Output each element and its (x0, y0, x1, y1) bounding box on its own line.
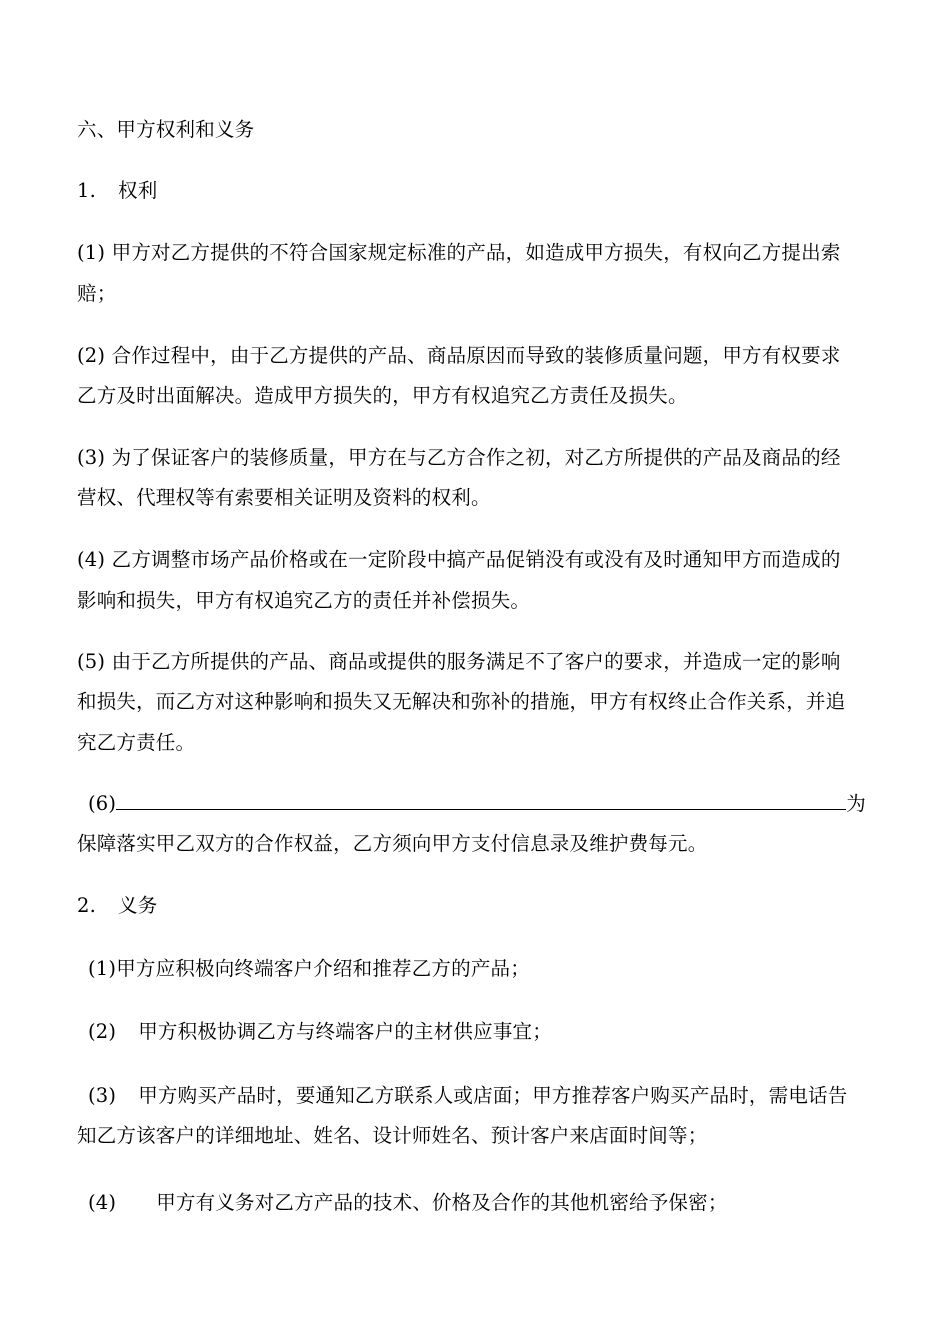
duties-item-3-text: 甲方购买产品时，要通知乙方联系人或店面；甲方推荐客户购买产品时，需电话告 (138, 1084, 848, 1107)
duties-item-2 (88, 1018, 883, 1046)
rights-item-2-line-2: 乙方及时出面解决。造成甲方损失的，甲方有权追究乙方责任及损失。 (77, 384, 688, 407)
duties-item-1: (1)甲方应积极向终端客户介绍和推荐乙方的产品； (88, 957, 530, 980)
duties-item-4-number: (4) (88, 1191, 117, 1214)
rights-heading (77, 177, 872, 205)
duties-item-2-text: 甲方积极协调乙方与终端客户的主材供应事宜； (138, 1020, 552, 1043)
fill-in-blank[interactable] (116, 791, 846, 810)
rights-item-6-line-1 (88, 790, 872, 818)
duties-heading-text: 义务 (118, 894, 158, 917)
rights-item-4-line-2: 影响和损失，甲方有权追究乙方的责任并补偿损失。 (77, 589, 531, 612)
duties-item-3-line-1 (88, 1082, 872, 1110)
rights-item-3-line-2: 营权、代理权等有索要相关证明及资料的权利。 (77, 486, 491, 509)
rights-item-1-line-2: 赔； (77, 282, 117, 305)
rights-heading-text: 权利 (118, 179, 158, 202)
rights-item-4-line-1: (4) 乙方调整市场产品价格或在一定阶段中搞产品促销没有或没有及时通知甲方而造成的 (77, 548, 841, 571)
rights-item-1-line-1: (1) 甲方对乙方提供的不符合国家规定标准的产品，如造成甲方损失，有权向乙方提出索 (77, 241, 841, 264)
duties-item-3-number: (3) (88, 1084, 117, 1107)
rights-heading-number: 1. (77, 179, 97, 202)
duties-item-4 (88, 1189, 883, 1217)
rights-item-6-tail: 为 (846, 792, 866, 815)
rights-item-5-line-1: (5) 由于乙方所提供的产品、商品或提供的服务满足不了客户的要求，并造成一定的影响 (77, 650, 841, 673)
rights-item-5-line-2: 和损失，而乙方对这种影响和损失又无解决和弥补的措施，甲方有权终止合作关系，并追 (77, 690, 846, 713)
duties-heading-number: 2. (77, 894, 97, 917)
duties-heading (77, 892, 872, 920)
duties-item-3-line-2: 知乙方该客户的详细地址、姓名、设计师姓名、预计客户来店面时间等； (77, 1124, 708, 1147)
rights-item-6-number: (6) (88, 792, 117, 815)
duties-item-4-text: 甲方有义务对乙方产品的技术、价格及合作的其他机密给予保密； (156, 1191, 728, 1214)
rights-item-6-line-2: 保障落实甲乙双方的合作权益，乙方须向甲方支付信息录及维护费每元。 (77, 832, 708, 855)
duties-item-2-number: (2) (88, 1020, 117, 1043)
rights-item-5-line-3: 究乙方责任。 (77, 731, 196, 754)
rights-item-2-line-1: (2) 合作过程中，由于乙方提供的产品、商品原因而导致的装修质量问题，甲方有权要求 (77, 344, 841, 367)
section-title: 六、甲方权利和义务 (77, 118, 255, 141)
rights-item-3-line-1: (3) 为了保证客户的装修质量，甲方在与乙方合作之初，对乙方所提供的产品及商品的经 (77, 446, 841, 469)
